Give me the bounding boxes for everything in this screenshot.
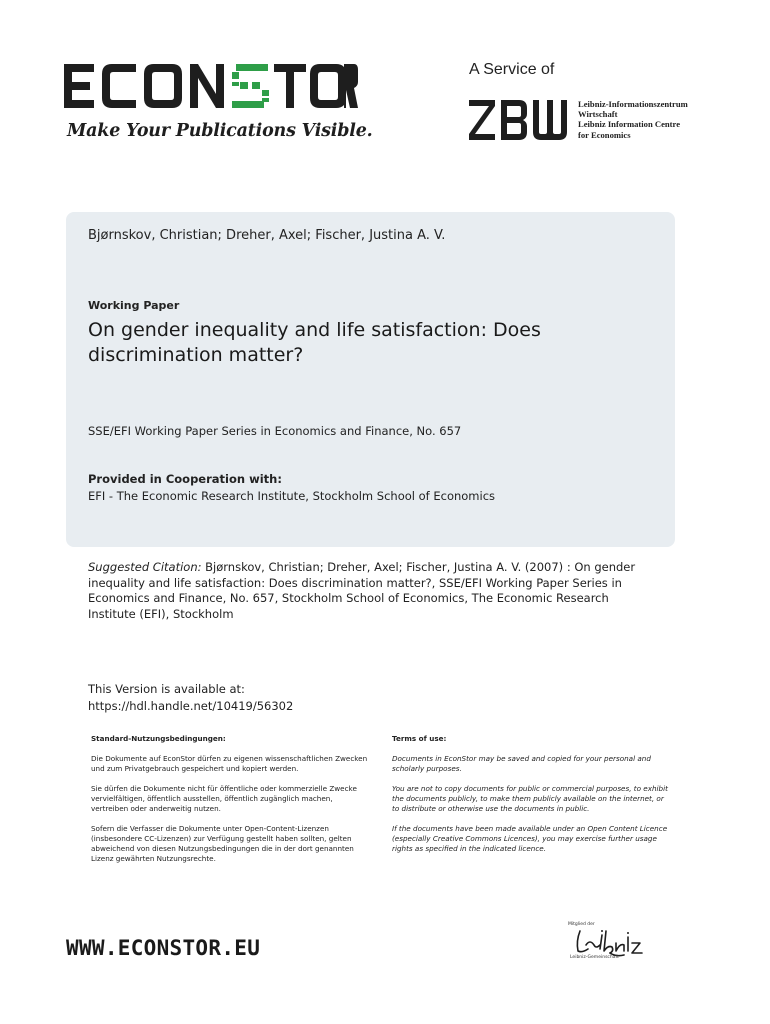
service-label: A Service of [469,61,555,78]
zbw-line: for Economics [578,129,631,140]
handle-link[interactable]: https://hdl.handle.net/10419/56302 [88,699,294,713]
tagline: Make Your Publications Visible. [67,121,373,141]
provider-name: EFI - The Economic Research Institute, Stockholm School of Economics [88,489,496,503]
leibniz-member-label: Mitglied der [568,922,595,927]
terms-de-paragraph: Die Dokumente auf EconStor dürfen zu eigenen wissenschaftlichen Zwecken und zum Privatgebrauch gespeichert und kopiert werden. [91,754,368,773]
terms-en-paragraph: Documents in EconStor may be saved and copied for your personal and scholarly purposes. [392,754,651,773]
availability-label: This Version is available at: [88,682,245,696]
terms-english [392,734,672,864]
suggested-citation [88,560,658,622]
zbw-logo [469,100,569,140]
terms-de-paragraph: Sofern die Verfasser die Dokumente unter Open-Content-Lizenzen (insbesondere CC-Lizenzen) zur Verfügung gestellt haben sollten, gelten abweichend von diesen Nutzungsbedingungen die in der dort genannten Lizenz gewährten Nutzungsrechte. [91,824,354,863]
econstor-logo [64,60,364,116]
document-type: Working Paper [88,299,180,312]
zbw-line: Leibniz Information Centre [578,119,681,130]
citation-label: Suggested Citation: [88,560,202,574]
zbw-line: Wirtschaft [578,109,618,120]
terms-en-paragraph: You are not to copy documents for public or commercial purposes, to exhibit the documents publicly, to make them publicly available on the internet, or to distribute or otherwise use the documents in public. [392,784,668,813]
terms-de-paragraph: Sie dürfen die Dokumente nicht für öffentliche oder kommerzielle Zwecke vervielfältigen, öffentlich ausstellen, öffentlich zugänglich machen, vertreiben oder anderweitig nutzen. [91,784,357,813]
citation-text: Bjørnskov, Christian; Dreher, Axel; Fischer, Justina A. V. (2007) : On gender inequality and life satisfaction: Does discrimination matter?, SSE/EFI Working Paper Series in Economics and Finance, No. 657, Stockholm School of Economics, The Economic Research Institute (EFI), Stockholm [88,560,636,621]
terms-en-heading: Terms of use: [392,734,447,743]
leibniz-logo [568,922,648,972]
leibniz-gemeinschaft-label: Leibniz-Gemeinschaft [570,955,619,960]
zbw-line: Leibniz-Informationszentrum [578,99,688,109]
document-title: On gender inequality and life satisfaction: Does discrimination matter? [88,319,541,366]
footer-url: WWW.ECONSTOR.EU [66,936,261,960]
zbw-institution-name [578,99,688,140]
series-info: SSE/EFI Working Paper Series in Economics and Finance, No. 657 [88,424,462,438]
authors: Bjørnskov, Christian; Dreher, Axel; Fischer, Justina A. V. [88,228,446,243]
terms-en-paragraph: If the documents have been made available under an Open Content Licence (especially Creative Commons Licences), you may exercise further usage rights as specified in the indicated licence. [392,824,668,853]
provided-label: Provided in Cooperation with: [88,472,282,486]
terms-german [91,734,371,874]
terms-de-heading: Standard-Nutzungsbedingungen: [91,734,226,743]
